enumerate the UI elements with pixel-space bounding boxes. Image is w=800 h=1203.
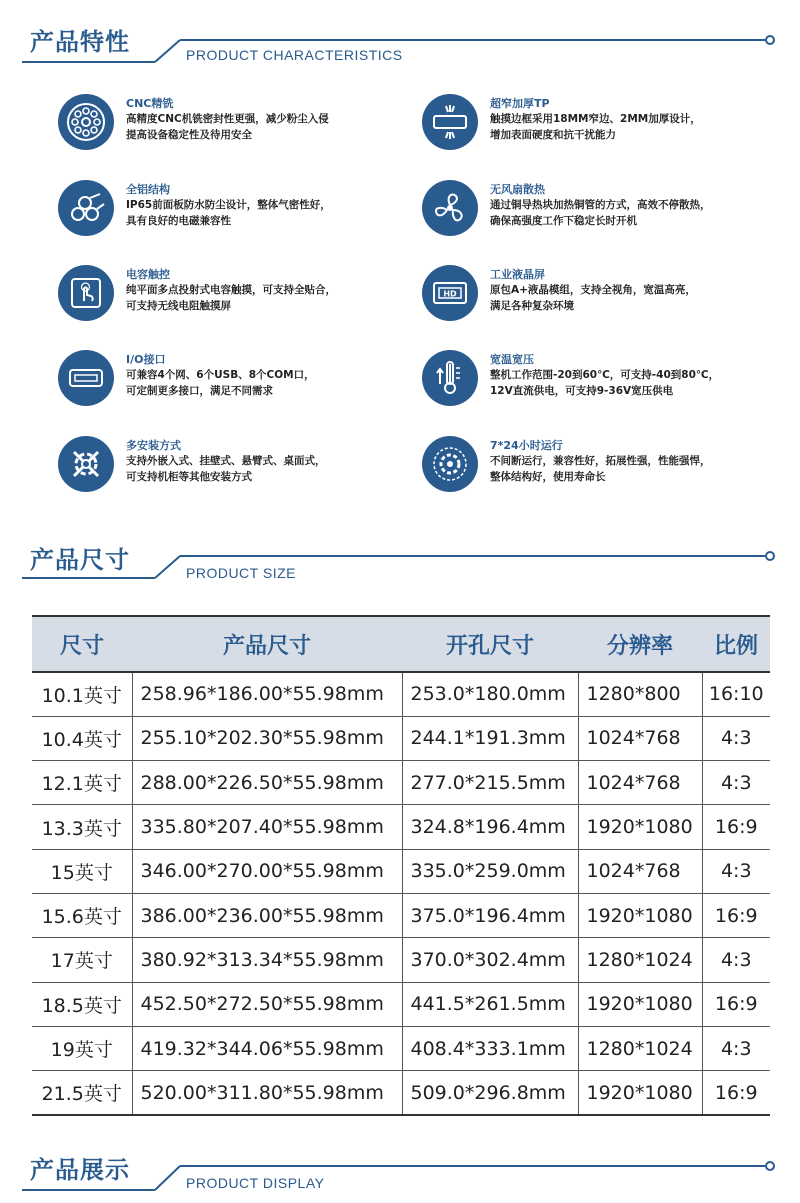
feature-item [422, 94, 772, 164]
table-row [32, 1071, 770, 1115]
feature-item [422, 180, 772, 250]
feature-desc: 触摸边框采用18MM窄边、2MM加厚设计， 增加表面硬度和抗干扰能力 [490, 113, 701, 141]
feature-item [422, 265, 772, 335]
touch-icon [58, 265, 114, 321]
table-cell: 1920*1080 [578, 982, 702, 1026]
aluminum-icon [58, 180, 114, 236]
table-cell: 16:10 [702, 672, 770, 716]
feature-title: 7*24小时运行 [490, 439, 563, 452]
feature-item [422, 436, 772, 506]
feature-item [58, 94, 408, 164]
fan-icon [422, 180, 478, 236]
table-cell: 408.4*333.1mm [402, 1026, 578, 1070]
table-cell: 19英寸 [32, 1026, 132, 1070]
table-row [32, 716, 770, 760]
thermometer-icon [422, 350, 478, 406]
table-cell: 386.00*236.00*55.98mm [132, 893, 402, 937]
gear-cycle-icon [422, 436, 478, 492]
section-header-characteristics [0, 22, 800, 72]
table-row [32, 672, 770, 716]
feature-title: 电容触控 [126, 268, 170, 281]
section-header-size [0, 540, 800, 590]
table-row [32, 805, 770, 849]
size-table [32, 615, 770, 1116]
feature-desc: 原包A+液晶模组，支持全视角，宽温高亮， 满足各种复杂环境 [490, 284, 696, 312]
table-cell: 1920*1080 [578, 805, 702, 849]
feature-item [58, 180, 408, 250]
section-title-en: PRODUCT DISPLAY [186, 1175, 325, 1191]
table-cell: 346.00*270.00*55.98mm [132, 849, 402, 893]
table-cell: 324.8*196.4mm [402, 805, 578, 849]
table-cell: 509.0*296.8mm [402, 1071, 578, 1115]
table-cell: 16:9 [702, 982, 770, 1026]
table-cell: 375.0*196.4mm [402, 893, 578, 937]
table-cell: 1024*768 [578, 849, 702, 893]
section-title-cn: 产品展示 [30, 1156, 130, 1184]
table-cell: 4:3 [702, 1026, 770, 1070]
feature-title: 工业液晶屏 [490, 268, 545, 281]
table-cell: 4:3 [702, 761, 770, 805]
feature-title: 超窄加厚TP [490, 97, 550, 110]
table-cell: 15.6英寸 [32, 893, 132, 937]
table-cell: 12.1英寸 [32, 761, 132, 805]
feature-desc: 通过铜导热块加热铜管的方式，高效不停散热， 确保高强度工作下稳定长时开机 [490, 199, 711, 227]
table-cell: 1920*1080 [578, 1071, 702, 1115]
feature-desc: 整机工作范围-20到60℃，可支持-40到80℃， 12V直流供电，可支持9-36V宽压供电 [490, 369, 720, 397]
table-cell: 4:3 [702, 938, 770, 982]
table-cell: 16:9 [702, 805, 770, 849]
table-cell: 258.96*186.00*55.98mm [132, 672, 402, 716]
feature-desc: 不间断运行，兼容性好，拓展性强，性能强悍， 整体结构好，使用寿命长 [490, 455, 711, 483]
table-cell: 4:3 [702, 849, 770, 893]
section-header-display [0, 1150, 800, 1200]
section-title-cn: 产品尺寸 [30, 546, 130, 574]
table-cell: 18.5英寸 [32, 982, 132, 1026]
table-row [32, 938, 770, 982]
feature-item [422, 350, 772, 420]
feature-item [58, 436, 408, 506]
feature-desc: 支持外嵌入式、挂壁式、悬臂式、桌面式， 可支持机柜等其他安装方式 [126, 455, 326, 483]
table-cell: 277.0*215.5mm [402, 761, 578, 805]
table-cell: 370.0*302.4mm [402, 938, 578, 982]
column-header: 开孔尺寸 [402, 616, 578, 672]
table-cell: 10.4英寸 [32, 716, 132, 760]
table-cell: 419.32*344.06*55.98mm [132, 1026, 402, 1070]
table-cell: 1024*768 [578, 716, 702, 760]
feature-item [58, 265, 408, 335]
feature-title: I/O接口 [126, 353, 166, 366]
section-title-en: PRODUCT CHARACTERISTICS [186, 47, 403, 63]
table-cell: 380.92*313.34*55.98mm [132, 938, 402, 982]
section-title-en: PRODUCT SIZE [186, 565, 296, 581]
table-cell: 1280*1024 [578, 1026, 702, 1070]
feature-title: 多安装方式 [126, 439, 181, 452]
column-header: 产品尺寸 [132, 616, 402, 672]
cnc-icon [58, 94, 114, 150]
column-header: 比例 [702, 616, 770, 672]
table-row [32, 982, 770, 1026]
column-header: 尺寸 [32, 616, 132, 672]
feature-title: 宽温宽压 [490, 353, 534, 366]
table-cell: 335.0*259.0mm [402, 849, 578, 893]
feature-desc: 可兼容4个网、6个USB、8个COM口， 可定制更多接口，满足不同需求 [126, 369, 315, 397]
svg-text:HD: HD [443, 289, 457, 299]
table-cell: 17英寸 [32, 938, 132, 982]
table-cell: 244.1*191.3mm [402, 716, 578, 760]
feature-title: 无风扇散热 [490, 183, 545, 196]
table-cell: 441.5*261.5mm [402, 982, 578, 1026]
table-cell: 255.10*202.30*55.98mm [132, 716, 402, 760]
narrow-bezel-icon [422, 94, 478, 150]
table-cell: 1280*800 [578, 672, 702, 716]
tools-icon [58, 436, 114, 492]
section-title-cn: 产品特性 [30, 28, 130, 56]
table-cell: 335.80*207.40*55.98mm [132, 805, 402, 849]
table-row [32, 893, 770, 937]
feature-item [58, 350, 408, 420]
table-cell: 16:9 [702, 1071, 770, 1115]
table-cell: 520.00*311.80*55.98mm [132, 1071, 402, 1115]
table-cell: 452.50*272.50*55.98mm [132, 982, 402, 1026]
table-cell: 16:9 [702, 893, 770, 937]
table-row [32, 1026, 770, 1070]
table-cell: 288.00*226.50*55.98mm [132, 761, 402, 805]
table-cell: 10.1英寸 [32, 672, 132, 716]
table-cell: 13.3英寸 [32, 805, 132, 849]
table-row [32, 849, 770, 893]
feature-desc: 纯平面多点投射式电容触摸，可支持全贴合， 可支持无线电阻触摸屏 [126, 284, 336, 312]
column-header: 分辨率 [578, 616, 702, 672]
port-icon [58, 350, 114, 406]
table-cell: 253.0*180.0mm [402, 672, 578, 716]
table-cell: 1920*1080 [578, 893, 702, 937]
table-header-row [32, 616, 770, 672]
table-cell: 1024*768 [578, 761, 702, 805]
table-cell: 21.5英寸 [32, 1071, 132, 1115]
feature-title: 全铝结构 [126, 183, 170, 196]
table-cell: 4:3 [702, 716, 770, 760]
hd-icon [422, 265, 478, 321]
table-row [32, 761, 770, 805]
feature-desc: IP65前面板防水防尘设计，整体气密性好， 具有良好的电磁兼容性 [126, 199, 331, 227]
feature-title: CNC精铣 [126, 97, 174, 110]
feature-desc: 高精度CNC机铣密封性更强，减少粉尘入侵 提高设备稳定性及待用安全 [126, 113, 329, 141]
table-cell: 15英寸 [32, 849, 132, 893]
table-cell: 1280*1024 [578, 938, 702, 982]
